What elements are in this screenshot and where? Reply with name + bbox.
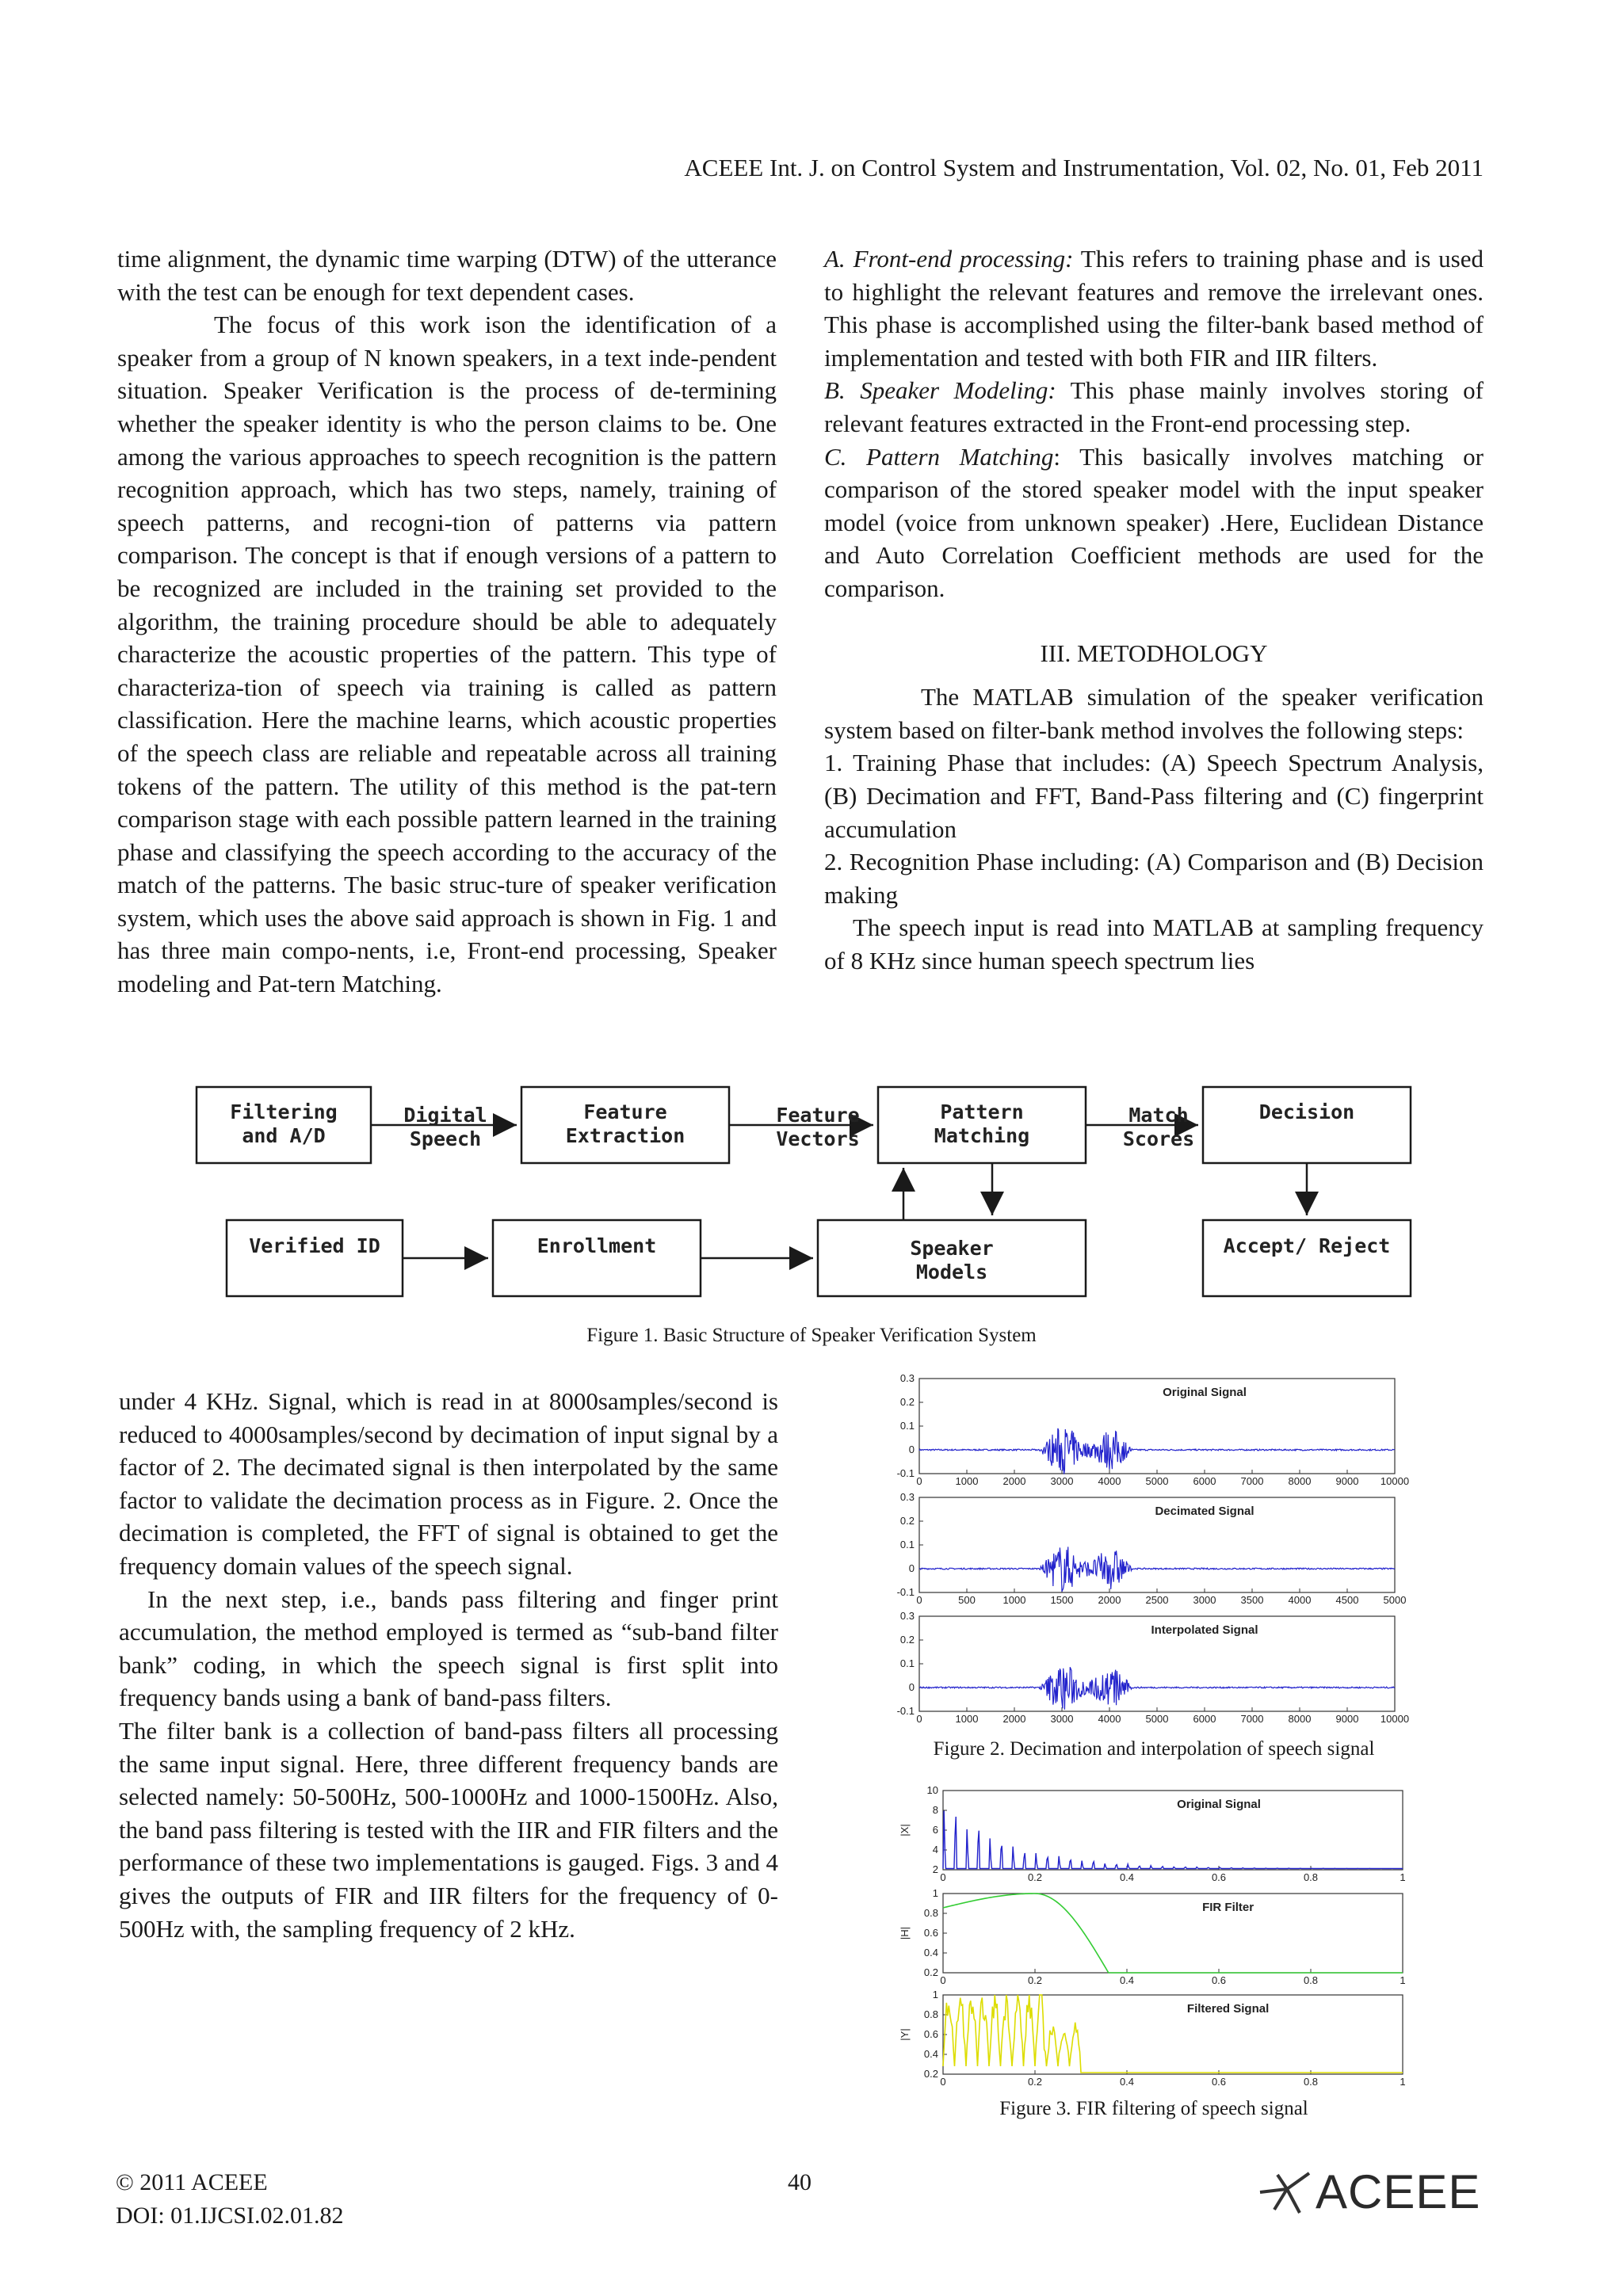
x-tick-label: 2000 [1002,1713,1026,1725]
y-tick-label: 0.2 [923,2068,938,2080]
paragraph: 1. Training Phase that includes: (A) Speech Spectrum Analysis, (B) Decimation and FFT, Band-Pass filtering and (C) fingerprint accumulation [824,749,1484,843]
x-tick-label: 10000 [1380,1475,1410,1487]
x-tick-label: 3500 [1240,1594,1264,1606]
arrow-digital-label-1: Digital [403,1104,487,1127]
box-accept-reject [1203,1220,1411,1296]
box-decision [1203,1087,1411,1163]
x-tick-label: 5000 [1145,1713,1169,1725]
x-tick-label: 0.4 [1119,2076,1135,2088]
y-tick-label: 0 [908,1562,915,1574]
paragraph: 2. Recognition Phase including: (A) Comparison and (B) Decision making [824,848,1484,909]
x-tick-label: 5000 [1145,1475,1169,1487]
x-tick-label: 0 [940,1974,946,1986]
section-b-text: This phase mainly involves storing of relevant features extracted in the Front-end processing step. [824,376,1484,437]
section-c-label: C. Pattern Matching [824,442,1054,471]
x-tick-label: 1 [1400,1871,1406,1883]
box-feature-label-2: Extraction [565,1124,685,1147]
x-tick-label: 4500 [1335,1594,1359,1606]
box-pattern-label-1: Pattern [940,1100,1024,1123]
x-tick-label: 8000 [1288,1475,1312,1487]
section-b-label: B. Speaker Modeling: [824,376,1056,405]
plot-title: Original Signal [1163,1386,1247,1399]
x-tick-label: 0.6 [1211,2076,1227,2088]
x-tick-label: 8000 [1288,1713,1312,1725]
footer-doi: DOI: 01.IJCSI.02.01.82 [116,2203,344,2229]
section-heading: III. METODHOLOGY [1040,639,1268,667]
x-tick-label: 4000 [1098,1713,1121,1725]
y-tick-label: 0.8 [923,2008,938,2020]
y-tick-label: 0 [908,1681,915,1693]
section-c [824,441,1484,605]
x-tick-label: 0.6 [1211,1871,1227,1883]
x-tick-label: 10000 [1380,1713,1410,1725]
x-tick-label: 0 [940,2076,946,2088]
y-tick-label: 2 [932,1863,938,1875]
footer-copyright: © 2011 ACEEE [116,2169,268,2195]
y-tick-label: 4 [932,1844,938,1855]
y-tick-label: 0.2 [899,1396,915,1408]
x-tick-label: 3000 [1193,1594,1216,1606]
y-tick-label: 6 [932,1824,938,1836]
box-verified-label: Verified ID [249,1234,380,1257]
x-tick-label: 4000 [1098,1475,1121,1487]
box-models-label-2: Models [915,1261,988,1283]
y-tick-label: 0 [908,1444,915,1455]
x-tick-label: 0.8 [1303,1871,1319,1883]
y-tick-label: 8 [932,1804,938,1816]
y-tick-label: -0.1 [896,1467,915,1479]
plot-title: Filtered Signal [1186,2002,1270,2016]
y-tick-label: 1 [932,1887,938,1899]
x-tick-label: 7000 [1240,1713,1264,1725]
plot-frame [943,1894,1403,1973]
section-a-label: A. Front-end processing: [824,245,1074,273]
x-tick-label: 1 [1400,1974,1406,1986]
y-tick-label: 0.8 [923,1907,938,1919]
paragraph: time alignment, the dynamic time warping (DTW) of the utterance with the test can be enough for text dependent cases. [117,245,777,306]
y-tick-label: 0.1 [899,1420,915,1432]
y-tick-label: 0.3 [899,1610,915,1622]
x-tick-label: 9000 [1335,1713,1359,1725]
figure1-caption: Figure 1. Basic Structure of Speaker Verification System [586,1325,1037,1346]
box-enrollment-label: Enrollment [537,1234,657,1257]
y-axis-label: |X| [899,1824,911,1836]
aceee-logo-text: ACEEE [1316,2165,1481,2218]
y-tick-label: 10 [926,1784,938,1796]
arrow-vectors-label-2: Vectors [776,1127,860,1150]
y-tick-label: 0.3 [899,1491,915,1503]
x-tick-label: 1000 [955,1713,979,1725]
x-tick-label: 3000 [1050,1475,1074,1487]
arrow-vectors-label-1: Feature [776,1104,860,1127]
x-tick-label: 1500 [1050,1594,1074,1606]
right-column [824,242,1484,977]
x-tick-label: 0.4 [1119,1974,1135,1986]
plot-frame [919,1379,1395,1474]
arrow-scores-label-1: Match [1128,1104,1189,1127]
y-tick-label: 1 [932,1989,938,2000]
x-tick-label: 0.8 [1303,2076,1319,2088]
box-verified-id [227,1220,403,1296]
bottom-left-column [119,1385,778,1945]
plot-title: Interpolated Signal [1151,1623,1258,1637]
section-b [824,374,1484,440]
section-c-text: : This basically involves matching or comparison of the stored speaker model with the input speaker model (voice from unknown speaker) .Here, Euclidean Distance and Auto Correlation Coefficient methods are used for the comparison. [824,442,1484,602]
x-tick-label: 6000 [1193,1475,1216,1487]
x-tick-label: 2000 [1002,1475,1026,1487]
paragraph: The focus of this work ison the identification of a speaker from a group of N known speakers, in a text inde-pendent situation. Speaker Verification is the process of de-termining whether the speaker identity is who the person claims to be. One among the various approaches to speech recognition is the pattern recognition approach, which has two steps, namely, training of speech patterns, and recogni-tion of patterns via pattern comparison. The concept is that if enough versions of a pattern to be recognized are included in the training set provided to the algorithm, the training procedure should be able to adequately characterize the acoustic properties of the pattern. This type of characteriza-tion of speech via training is called as pattern classification. Here the machine learns, which acoustic properties of the speech class are reliable and repeatable across all training tokens of the pattern. The utility of this method is the pat-tern comparison stage with each possible pattern learned in the training phase and classifying the speech according to the accuracy of the match of the patterns. The basic struc-ture of speaker verification system, which uses the above said approach is shown in Fig. 1 and has three main compo-nents, i.e, Front-end processing, Speaker modeling and Pat-tern Matching. [117,311,777,998]
aceee-logo-icon [1252,2168,1316,2216]
x-tick-label: 2500 [1145,1594,1169,1606]
box-models-label-1: Speaker [910,1237,994,1260]
paragraph: The speech input is read into MATLAB at sampling frequency of 8 KHz since human speech spectrum lies [824,913,1484,974]
figure3-caption: Figure 3. FIR filtering of speech signal [999,2098,1308,2119]
plot-title: Decimated Signal [1155,1505,1254,1518]
figure2-caption: Figure 2. Decimation and interpolation of speech signal [933,1738,1375,1760]
y-tick-label: 0.2 [899,1634,915,1646]
plot-title: Original Signal [1177,1798,1261,1811]
journal-header: ACEEE Int. J. on Control System and Instrumentation, Vol. 02, No. 01, Feb 2011 [684,154,1484,181]
aceee-logo [1252,2164,1480,2219]
y-tick-label: -0.1 [896,1705,915,1717]
x-tick-label: 6000 [1193,1713,1216,1725]
box-feature-label-1: Feature [583,1100,667,1123]
box-filtering-label-1: Filtering [230,1100,338,1123]
arrow-scores-label-2: Scores [1122,1127,1195,1150]
box-accept-label: Accept/ Reject [1223,1234,1391,1257]
y-axis-label: |Y| [899,2028,911,2041]
paragraph: under 4 KHz. Signal, which is read in at 8000samples/second is reduced to 4000samples/second by decimation of input signal by a factor of 2. The decimated signal is then interpolated by the same factor to validate the decimation process as in Figure. 2. Once the decimation is completed, the FFT of signal is obtained to get the frequency domain values of the speech signal. [119,1387,778,1580]
figure3-plots [856,1783,1411,2088]
section-a-text: This refers to training phase and is used to highlight the relevant features and remove the irrelevant ones. This phase is accomplished using the filter-bank based method of implementation and tested with both FIR and IIR filters. [824,245,1484,372]
x-tick-label: 1000 [1002,1594,1026,1606]
x-tick-label: 0.6 [1211,1974,1227,1986]
x-tick-label: 4000 [1288,1594,1312,1606]
section-a [824,242,1484,374]
x-tick-label: 1000 [955,1475,979,1487]
y-tick-label: 0.2 [899,1515,915,1527]
arrow-digital-label-2: Speech [409,1127,482,1150]
x-tick-label: 0 [916,1713,922,1725]
x-tick-label: 9000 [1335,1475,1359,1487]
x-tick-label: 0 [940,1871,946,1883]
figure2-plots [888,1371,1410,1727]
box-filtering-label-2: and A/D [242,1124,326,1147]
x-tick-label: 0.4 [1119,1871,1135,1883]
y-axis-label: |H| [899,1926,911,1940]
y-tick-label: 0.2 [923,1966,938,1978]
y-tick-label: 0.1 [899,1539,915,1550]
paragraph: The filter bank is a collection of band-pass filters all processing the same input signal. Here, three different frequency bands are selected namely: 50-500Hz, 500-1000Hz and 1000-1500Hz. Also, the band pass filtering is tested with the IIR and FIR filters and the performance of these two implementations is gauged. Figs. 3 and 4 gives the outputs of FIR and IIR filters for the frequency of 0-500Hz with, the sampling frequency of 2 kHz. [119,1716,778,1943]
y-tick-label: -0.1 [896,1586,915,1598]
paragraph: The MATLAB simulation of the speaker verification system based on filter-bank method involves the following steps: [824,683,1484,744]
box-pattern-label-2: Matching [934,1124,1030,1147]
x-tick-label: 2000 [1098,1594,1121,1606]
y-tick-label: 0.4 [923,1947,938,1958]
x-tick-label: 5000 [1383,1594,1407,1606]
x-tick-label: 0.8 [1303,1974,1319,1986]
box-decision-label: Decision [1258,1100,1355,1123]
x-tick-label: 0.2 [1027,1871,1043,1883]
box-enrollment [493,1220,701,1296]
left-column [117,242,777,1001]
x-tick-label: 3000 [1050,1713,1074,1725]
x-tick-label: 0.2 [1027,2076,1043,2088]
y-tick-label: 0.1 [899,1657,915,1669]
y-tick-label: 0.4 [923,2048,938,2060]
x-tick-label: 1 [1400,2076,1406,2088]
y-tick-label: 0.3 [899,1372,915,1384]
figure1-diagram [190,1077,1426,1307]
x-tick-label: 500 [958,1594,976,1606]
plot-title: FIR Filter [1202,1901,1254,1914]
paragraph: In the next step, i.e., bands pass filtering and finger print accumulation, the method employed is termed as “sub-band filter bank” coding, in which the speech signal is first split into frequency bands using a bank of band-pass filters. [119,1585,778,1712]
x-tick-label: 7000 [1240,1475,1264,1487]
y-tick-label: 0.6 [923,2028,938,2040]
x-tick-label: 0.2 [1027,1974,1043,1986]
x-tick-label: 0 [916,1594,922,1606]
x-tick-label: 0 [916,1475,922,1487]
y-tick-label: 0.6 [923,1927,938,1939]
page-number: 40 [788,2169,812,2195]
